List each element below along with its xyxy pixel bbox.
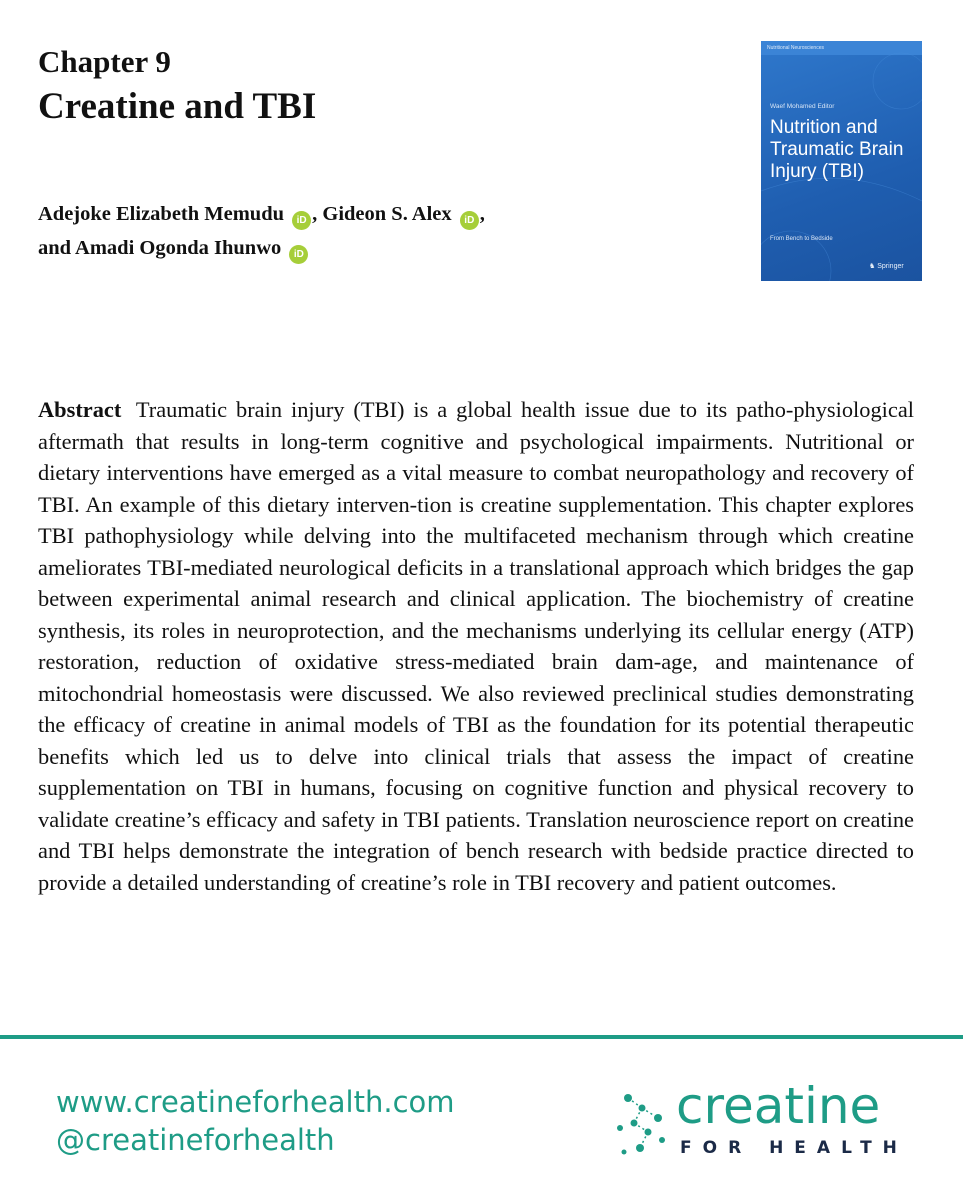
brand-logo-tagline: FOR HEALTH xyxy=(680,1138,908,1158)
author-name: and Amadi Ogonda Ihunwo xyxy=(38,237,282,259)
author-list xyxy=(38,197,718,265)
footer-divider xyxy=(0,1035,963,1039)
brand-logo-wordmark: creatine xyxy=(676,1077,881,1135)
author-name: Gideon S. Alex xyxy=(322,203,452,225)
abstract-label: Abstract xyxy=(38,397,122,422)
author-separator: , xyxy=(479,203,485,225)
footer-social-handle[interactable]: @creatineforhealth xyxy=(56,1123,335,1157)
abstract-text: Traumatic brain injury (TBI) is a global health issue due to its patho-physiological aftermath that results in long-term cognitive and psychological impairments. Nutritional or dietary interventions have emerged as a vital measure to combat neuropathology and recovery of TBI. An example of this dietary interven-tion is creatine supplementation. This chapter explores TBI pathophysiology while delving into the multifaceted mechanism through which creatine ameliorates TBI-mediated neurological deficits in a translational approach which bridges the gap between experimental animal research and clinical application. The biochemistry of creatine synthesis, its roles in neuroprotection, and the mechanisms underlying its cellular energy (ATP) restoration, reduction of oxidative stress-mediated brain dam-age, and maintenance of mitochondrial homeostasis were discussed. We also reviewed preclinical studies demonstrating the efficacy of creatine in animal models of TBI as the foundation for its potential therapeutic benefits which led us to delve into clinical trials that assess the impact of creatine supplementation on TBI in humans, focusing on cognitive function and physical recovery to validate creatine’s efficacy and safety in TBI patients. Translation neuroscience report on creatine and TBI helps demonstrate the integration of bench research with bedside practice directed to provide a detailed understanding of creatine’s role in TBI recovery and patient outcomes. xyxy=(38,397,914,895)
publisher-logo xyxy=(869,262,904,270)
orcid-icon[interactable]: iD xyxy=(292,211,311,230)
author-name: Adejoke Elizabeth Memudu xyxy=(38,203,284,225)
chapter-number: Chapter 9 xyxy=(38,44,171,79)
author-separator: , xyxy=(312,203,318,225)
chapter-title: Creatine and TBI xyxy=(38,86,317,127)
publisher-name: Springer xyxy=(877,263,904,270)
cover-editor: Waef Mohamed Editor xyxy=(770,103,835,110)
abstract xyxy=(38,394,914,898)
orcid-icon[interactable]: iD xyxy=(289,245,308,264)
book-cover[interactable] xyxy=(761,41,922,281)
cover-series: Nutritional Neurosciences xyxy=(761,41,922,55)
cover-title: Nutrition and Traumatic Brain Injury (TBI) xyxy=(770,117,904,182)
orcid-icon[interactable]: iD xyxy=(460,211,479,230)
springer-horse-icon: ♞ xyxy=(869,263,878,270)
creatine-molecule-icon xyxy=(616,1090,666,1156)
cover-subtitle: From Bench to Bedside xyxy=(770,236,833,242)
footer-website-link[interactable]: www.creatineforhealth.com xyxy=(56,1085,455,1119)
